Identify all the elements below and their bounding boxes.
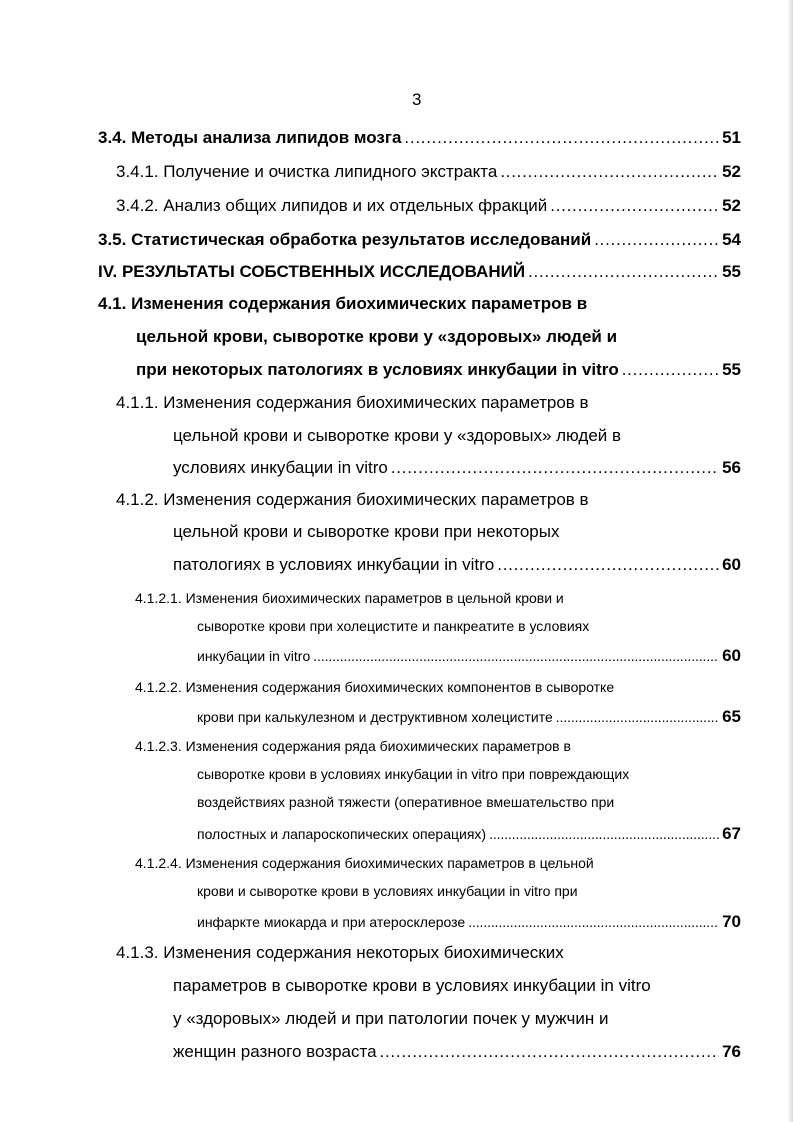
toc-page-number: 76: [722, 1042, 741, 1061]
toc-entry-title-cont: инкубации in vitro: [197, 648, 311, 664]
toc-entry-title-cont: при некоторых патологиях в условиях инкубации in vitro: [136, 360, 619, 379]
toc-entry-title-cont: цельной крови, сыворотке крови у «здоровых» людей и: [136, 327, 618, 346]
toc-entry-title: 3.4.2. Анализ общих липидов и их отдельных фракций: [116, 196, 548, 215]
toc-page-number: 65: [722, 707, 741, 726]
dot-leader: [489, 826, 719, 842]
toc-entry-title-cont: сыворотке крови в условиях инкубации in vitro при повреждающих: [197, 766, 630, 782]
toc-entry-title: IV. РЕЗУЛЬТАТЫ СОБСТВЕННЫХ ИССЛЕДОВАНИЙ: [98, 262, 526, 281]
toc-page-number: 55: [722, 360, 741, 379]
toc-entry-title-cont: условиях инкубации in vitro: [173, 458, 388, 477]
dot-leader: [468, 914, 719, 930]
toc-entry-title: 4.1.2.2. Изменения содержания биохимических компонентов в сыворотке: [135, 679, 615, 695]
toc-entry-title-cont: крови при калькулезном и деструктивном холецистите: [197, 709, 553, 725]
dot-leader: [528, 262, 719, 282]
dot-leader: [500, 162, 719, 182]
toc-entry-title-cont: сыворотке крови при холецистите и панкреатите в условиях: [197, 618, 590, 634]
toc-page-number: 52: [722, 196, 741, 215]
page-number: 3: [412, 90, 422, 109]
page-edge-shadow: [787, 0, 793, 1122]
toc-page-number: 67: [722, 824, 741, 843]
dot-leader: [404, 128, 719, 148]
toc-entry-title-cont: параметров в сыворотке крови в условиях инкубации in vitro: [173, 976, 651, 995]
toc-entry-title-cont: патологиях в условиях инкубации in vitro: [173, 555, 495, 574]
toc-page-number: 55: [722, 262, 741, 281]
toc-entry-title-cont: женщин разного возраста: [173, 1042, 377, 1061]
dot-leader: [391, 458, 719, 478]
toc-entry-title: 4.1.1. Изменения содержания биохимических параметров в: [116, 393, 589, 412]
toc-entry-title-cont: полостных и лапароскопических операциях): [197, 826, 487, 842]
toc-entry-title-cont: воздействиях разной тяжести (оперативное вмешательство при: [197, 794, 615, 810]
toc-page-number: 56: [722, 458, 741, 477]
toc-entry-title: 4.1. Изменения содержания биохимических параметров в: [98, 294, 588, 313]
dot-leader: [550, 196, 719, 216]
toc-page-number: 51: [722, 128, 741, 147]
toc-entry-title: 4.1.3. Изменения содержания некоторых биохимических: [116, 943, 564, 962]
toc-page-number: 70: [722, 912, 741, 931]
dot-leader: [497, 555, 719, 575]
toc-page-number: 54: [722, 230, 741, 249]
dot-leader: [556, 709, 719, 725]
toc-entry-title-cont: цельной крови и сыворотке крови при некоторых: [173, 522, 560, 541]
dot-leader: [313, 648, 719, 664]
toc-page-number: 60: [722, 646, 741, 665]
dot-leader: [380, 1042, 720, 1062]
toc-entry-title-cont: крови и сыворотке крови в условиях инкубации in vitro при: [197, 883, 578, 899]
toc-entry-title: 4.1.2. Изменения содержания биохимических параметров в: [116, 490, 589, 509]
dot-leader: [594, 230, 719, 250]
toc-entry-title: 3.5. Статистическая обработка результатов исследований: [98, 230, 592, 249]
toc-entry-title: 4.1.2.1. Изменения биохимических параметров в цельной крови и: [135, 590, 564, 606]
toc-entry-title: 3.4.1. Получение и очистка липидного экстракта: [116, 162, 498, 181]
toc-page-number: 52: [722, 162, 741, 181]
toc-entry-title-cont: инфаркте миокарда и при атеросклерозе: [197, 914, 466, 930]
toc-entry-title: 3.4. Методы анализа липидов мозга: [98, 128, 402, 147]
dot-leader: [622, 360, 719, 380]
toc-entry-title-cont: у «здоровых» людей и при патологии почек у мужчин и: [173, 1009, 609, 1028]
toc-entry-title-cont: цельной крови и сыворотке крови у «здоровых» людей в: [173, 426, 622, 445]
toc-entry-title: 4.1.2.4. Изменения содержания биохимических параметров в цельной: [135, 855, 594, 871]
toc-page-number: 60: [722, 555, 741, 574]
toc-entry-title: 4.1.2.3. Изменения содержания ряда биохимических параметров в: [135, 738, 571, 754]
